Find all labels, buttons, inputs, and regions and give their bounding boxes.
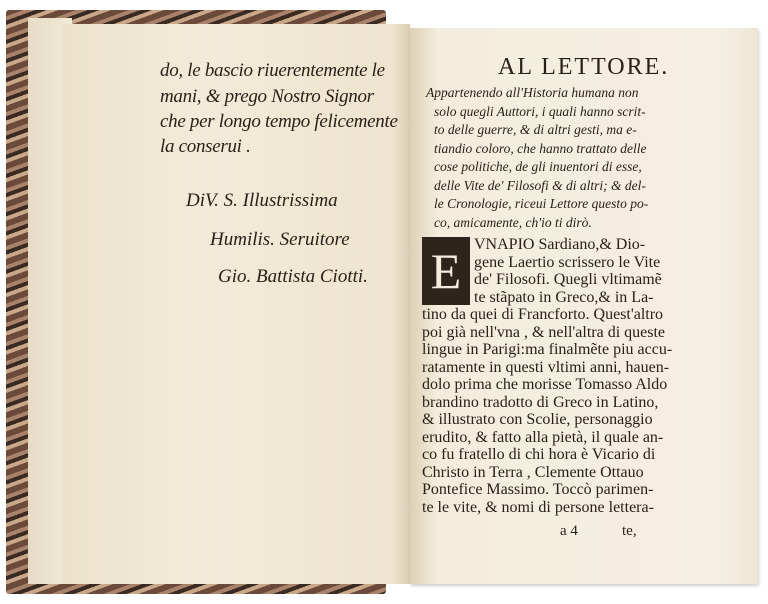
text-line: dolo prima che morisse Tomasso Aldo bbox=[422, 376, 668, 393]
signature-mark: a 4 bbox=[560, 523, 578, 539]
text-line: cose politiche, de gli inuentori di esse, bbox=[434, 159, 642, 174]
text-line: co, amicamente, ch'io ti dirò. bbox=[434, 214, 592, 230]
text-line: lingue in Parigi:ma finalmẽte piu accu- bbox=[422, 341, 673, 358]
text-line: te stãpato in Greco,& in La- bbox=[474, 288, 654, 306]
text-line: poi già nell'vna , & nell'altra di queste bbox=[422, 323, 666, 341]
text-line: che per longo tempo felicemente bbox=[160, 111, 398, 132]
text-line: Christo in Terra , Clemente Ottauo bbox=[422, 463, 644, 481]
text-line: le Cronologie, riceui Lettore questo po- bbox=[434, 196, 649, 211]
text-line: VNAPIO Sardiano,& Dio- bbox=[474, 236, 646, 253]
text-line: erudito, & fatto alla pietà, il quale an- bbox=[422, 428, 664, 446]
text-line: Pontefice Massimo. Toccò parimen- bbox=[422, 481, 654, 498]
text-line: solo quegli Auttori, i quali hanno scrit- bbox=[434, 103, 646, 119]
text-line: co fu fratello di chi hora è Vicario di bbox=[422, 446, 656, 463]
left-page bbox=[62, 24, 410, 584]
text-line: la conserui . bbox=[160, 136, 251, 157]
text-line: brandino tradotto di Greco in Latino, bbox=[422, 393, 659, 411]
salutation: DiV. S. Illustrissima bbox=[186, 190, 338, 211]
signature: Gio. Battista Ciotti. bbox=[218, 266, 368, 287]
right-page bbox=[410, 28, 758, 584]
body-paragraph bbox=[422, 236, 672, 516]
text-line: gene Laertio scrissero le Vite bbox=[474, 253, 661, 271]
text-line: delle Vite de' Filosofi & di altri; & del- bbox=[434, 177, 646, 193]
text-line: mani, & prego Nostro Signor bbox=[160, 86, 374, 107]
decorated-initial: E bbox=[422, 237, 470, 305]
text-line: do, le bascio riuerentemente le bbox=[160, 60, 385, 81]
text-line: & illustrato con Scolie, personaggio bbox=[422, 411, 653, 428]
text-line: de' Filosofi. Quegli vltimamẽ bbox=[474, 271, 662, 288]
text-line: to delle guerre, & di altri gesti, ma e- bbox=[434, 122, 637, 137]
text-line: Appartenendo all'Historia humana non bbox=[426, 85, 639, 100]
text-line: tiandio coloro, che hanno trattato delle bbox=[434, 140, 647, 156]
intro-paragraph bbox=[426, 84, 756, 232]
catchword: te, bbox=[622, 523, 637, 539]
text-line: te le vite, & nomi di persone lettera- bbox=[422, 498, 654, 516]
text-line: tino da quei di Francforto. Quest'altro bbox=[422, 306, 664, 323]
page-heading: AL LETTORE. bbox=[498, 54, 670, 80]
closing: Humilis. Seruitore bbox=[210, 229, 350, 250]
text-line: ratamente in questi vltimi anni, hauen- bbox=[422, 358, 670, 376]
